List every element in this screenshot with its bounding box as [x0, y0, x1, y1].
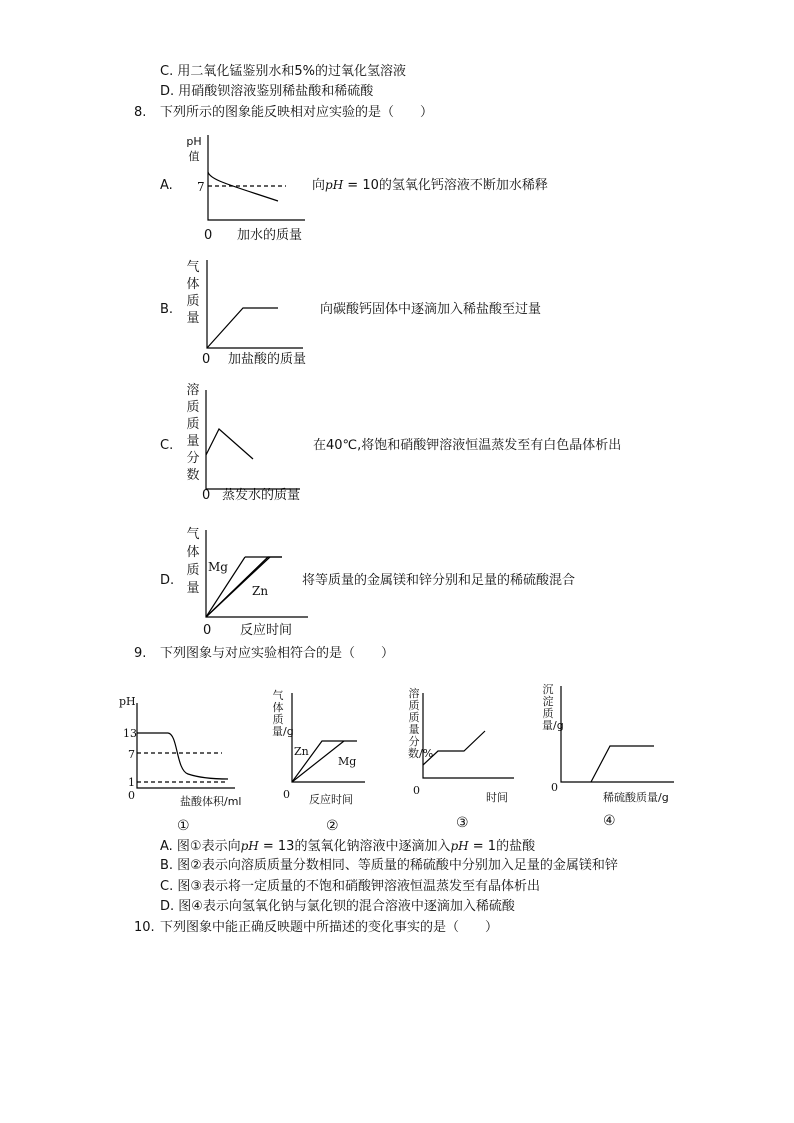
q9-option-d: D. 图④表示向氢氧化钠与氯化钡的混合溶液中逐滴加入稀硫酸 — [160, 899, 515, 914]
q9-g1-tick-1: 1 — [128, 776, 135, 789]
q8-d-zn-label: Zn — [252, 584, 269, 598]
q9-g1-tag: ① — [177, 818, 190, 834]
q8-d-description: 将等质量的金属镁和锌分别和足量的稀硫酸混合 — [302, 573, 576, 588]
q9-g1-graph — [130, 700, 240, 792]
q8-d-origin: 0 — [203, 623, 212, 638]
q8-b-axes — [207, 260, 303, 348]
q9-stem: 下列图象与对应实验相符合的是（ ） — [160, 646, 395, 661]
q8-b-letter: B. — [160, 302, 174, 317]
q9-g4-curve — [591, 746, 654, 782]
q9-g1-tick-13: 13 — [123, 727, 137, 740]
q8-c-axes — [206, 390, 300, 489]
q9-g4-graph — [556, 683, 681, 783]
q9-g4-ylabel: 沉淀质量/g — [542, 683, 564, 732]
q9-g4-axes — [561, 686, 674, 782]
q8-c-origin: 0 — [202, 488, 211, 503]
q9-g2-origin: 0 — [283, 788, 290, 801]
q9-option-a: A. 图①表示向pH = 13的氢氧化钠溶液中逐滴加入pH = 1的盐酸 — [160, 839, 536, 854]
q8-b-description: 向碳酸钙固体中逐滴加入稀盐酸至过量 — [320, 302, 542, 317]
q9-g3-ylabel: 溶质质量分数/% — [408, 687, 434, 760]
q8-b-xlabel: 加盐酸的质量 — [228, 352, 307, 367]
q8-a-axes — [208, 135, 305, 220]
q8-d-xlabel: 反应时间 — [240, 623, 293, 638]
q8-a-ytick-7: 7 — [197, 180, 205, 194]
q8-d-lines — [200, 525, 315, 625]
q7-option-d: D. 用硝酸钡溶液鉴别稀盐酸和稀硫酸 — [160, 84, 374, 99]
q9-option-b: B. 图②表示向溶质质量分数相同、等质量的稀硫酸中分别加入足量的金属镁和锌 — [160, 858, 618, 873]
q9-g3-origin: 0 — [413, 784, 420, 797]
q9-g1-ylabel: pH — [119, 695, 136, 708]
q8-b-graph — [200, 255, 310, 355]
q8-c-graph — [200, 385, 310, 495]
q9-option-c: C. 图③表示将一定质量的不饱和硝酸钾溶液恒温蒸发至有晶体析出 — [160, 879, 540, 894]
q9-g3-xlabel: 时间 — [486, 791, 508, 804]
q9-g3-tag: ③ — [456, 815, 469, 831]
q9-g4-origin: 0 — [551, 781, 558, 794]
q8-c-ylabel: 溶质质量分数 — [186, 383, 200, 483]
q9-g2-zn-label: Zn — [294, 745, 309, 758]
q9-g4-xlabel: 稀硫酸质量/g — [603, 791, 669, 804]
q10-number: 10. — [134, 920, 155, 935]
q9-g1-curve — [137, 733, 228, 779]
q8-a-ylabel: pH值 — [186, 135, 202, 163]
q8-number: 8. — [134, 105, 147, 120]
q8-d-letter: D. — [160, 573, 175, 588]
q8-a-description: 向pH = 10的氢氧化钙溶液不断加水稀释 — [312, 178, 548, 193]
q8-b-curve — [207, 308, 278, 348]
q9-g2-ylabel: 气体质量/g — [272, 689, 294, 738]
q8-b-origin: 0 — [202, 352, 211, 367]
q9-g2-tag: ② — [326, 818, 339, 834]
q9-g1-tick-7: 7 — [128, 748, 135, 761]
q7-option-c: C. 用二氧化锰鉴别水和5%的过氧化氢溶液 — [160, 64, 406, 79]
q9-number: 9. — [134, 646, 147, 661]
q8-d-ylabel: 气体质量 — [186, 527, 200, 596]
q9-g3-axes — [423, 693, 514, 778]
q8-b-ylabel: 气体质量 — [186, 260, 200, 326]
q9-g1-axes — [137, 703, 235, 788]
q9-g2-xlabel: 反应时间 — [309, 793, 353, 806]
q9-g3-graph — [418, 690, 518, 785]
q8-c-curve — [206, 429, 253, 459]
q9-g1-origin: 0 — [128, 789, 135, 802]
q9-g1-xlabel: 盐酸体积/ml — [180, 795, 242, 808]
q8-a-letter: A. — [160, 178, 173, 193]
q8-c-xlabel: 蒸发水的质量 — [222, 488, 301, 503]
q8-d-mg-label: Mg — [208, 560, 228, 574]
q8-c-letter: C. — [160, 438, 174, 453]
q10-stem: 下列图象中能正确反映题中所描述的变化事实的是（ ） — [160, 920, 499, 935]
q9-g2-graph — [287, 690, 367, 785]
q8-a-xlabel: 加水的质量 — [237, 228, 303, 243]
q8-a-origin: 0 — [204, 228, 213, 243]
q9-g4-tag: ④ — [603, 813, 616, 829]
q8-a-graph — [200, 130, 310, 230]
q8-c-description: 在40℃,将饱和硝酸钾溶液恒温蒸发至有白色晶体析出 — [313, 438, 622, 453]
q9-g2-mg-label: Mg — [338, 755, 357, 768]
q9-g3-curve — [423, 731, 485, 765]
q8-stem: 下列所示的图象能反映相对应实验的是（ ） — [160, 105, 434, 120]
